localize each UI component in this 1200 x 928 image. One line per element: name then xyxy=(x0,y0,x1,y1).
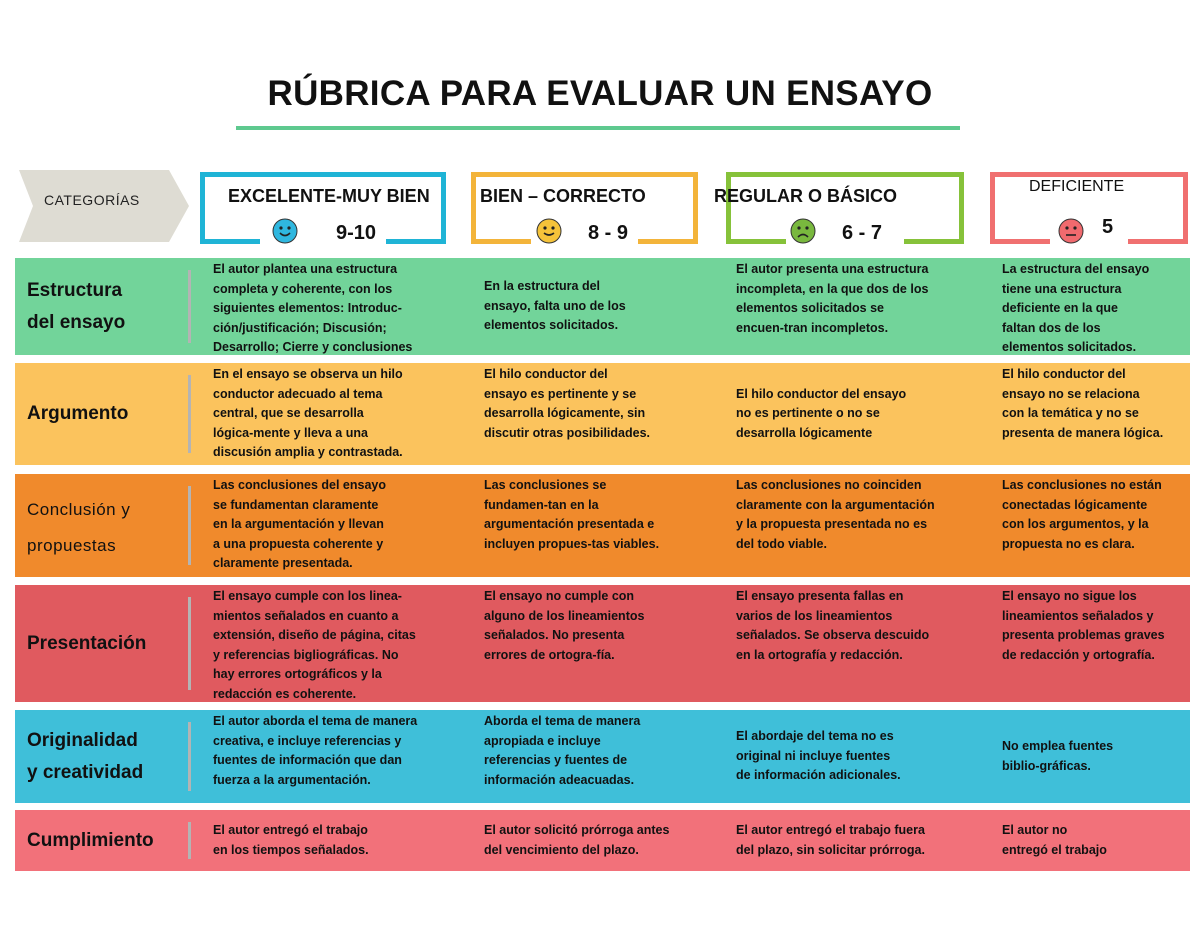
level-header-frame xyxy=(471,172,698,244)
rubric-cell-line: presenta problemas graves xyxy=(1002,628,1165,642)
level-title: REGULAR O BÁSICO xyxy=(714,186,898,206)
rubric-cell xyxy=(213,821,369,860)
rubric-cell-line: desarrolla lógicamente xyxy=(736,425,873,440)
level-score: 6 - 7 xyxy=(842,222,883,244)
rubric-cell-line: redacción es coherente. xyxy=(213,686,357,701)
rubric-cell-line: Las conclusiones del ensayo xyxy=(213,478,386,492)
rubric-cell-line: tiene una estructura xyxy=(1002,281,1122,296)
rubric-cell-line: original ni incluye fuentes xyxy=(736,748,891,763)
rubric-cell-line: presenta de manera lógica. xyxy=(1002,425,1164,440)
rubric-cell xyxy=(213,712,417,790)
rubric-cell xyxy=(1002,476,1162,554)
rubric-cell-line: claramente con la argumentación xyxy=(736,497,935,512)
rubric-cell xyxy=(1002,737,1113,776)
level-header-frame-bottom xyxy=(904,239,964,244)
rubric-cell-line: y referencias bigliográficas. No xyxy=(213,647,399,662)
rubric-cell-line: no es pertinente o no se xyxy=(736,406,880,421)
row-category-line: del ensayo xyxy=(27,311,126,333)
row-category xyxy=(27,825,154,857)
rubric-cell-line: hay errores ortográficos y la xyxy=(213,667,382,681)
row-category-line: y creatividad xyxy=(27,761,144,783)
row-category-line: Argumento xyxy=(27,403,129,424)
row-category xyxy=(27,628,146,660)
rubric-cell-line: ensayo no se relaciona xyxy=(1002,386,1140,401)
rubric-cell-line: del vencimiento del plazo. xyxy=(484,842,639,857)
rubric-cell-line: Las conclusiones se xyxy=(484,478,607,492)
smile-face-icon xyxy=(536,218,562,244)
rubric-row xyxy=(15,474,1190,577)
rubric-cell-line: incluyen propues-tas viables. xyxy=(484,536,660,551)
rubric-cell-line: elementos solicitados se xyxy=(736,301,884,315)
rubric-cell-line: elementos solicitados. xyxy=(484,318,619,333)
rubric-cell-line: en los tiempos señalados. xyxy=(213,842,369,857)
level-header-frame-bottom xyxy=(386,239,446,244)
rubric-cell-line: errores de ortogra-fía. xyxy=(484,647,615,662)
rubric-cell-line: elementos solicitados. xyxy=(1002,340,1137,354)
level-score: 9-10 xyxy=(336,222,377,244)
rubric-cell-line: biblio-gráficas. xyxy=(1002,758,1091,773)
rubric-cell-line: claramente presentada. xyxy=(213,556,353,570)
rubric-cell-line: El hilo conductor del ensayo xyxy=(736,386,907,401)
happy-face-icon xyxy=(272,218,298,244)
rubric-cell xyxy=(1002,260,1149,358)
row-separator xyxy=(188,486,191,565)
rubric-cell-line: señalados. No presenta xyxy=(484,628,625,642)
rubric-cell xyxy=(484,476,659,554)
row-separator xyxy=(188,597,191,690)
row-separator xyxy=(188,270,191,343)
rubric-cell-line: fuentes de información que dan xyxy=(213,753,402,767)
level-header-frame-bottom xyxy=(471,239,531,244)
row-category xyxy=(27,275,125,339)
row-separator xyxy=(188,375,191,453)
rubric-row xyxy=(15,585,1190,702)
rubric-cell xyxy=(213,476,386,574)
rubric-cell-line: se fundamentan claramente xyxy=(213,497,379,512)
rubric-cell-line: propuesta no es clara. xyxy=(1002,536,1135,551)
level-header-frame-bottom xyxy=(200,239,260,244)
rubric-cell-line: argumentación presentada e xyxy=(484,517,655,531)
title-underline xyxy=(236,126,960,130)
rubric-cell-line: El hilo conductor del xyxy=(1002,367,1126,381)
rubric-cell xyxy=(736,260,928,338)
level-title: BIEN – CORRECTO xyxy=(480,186,646,206)
level-score: 8 - 9 xyxy=(588,222,629,244)
rubric-cell-line: El hilo conductor del xyxy=(484,367,608,381)
rubric-cell xyxy=(213,260,412,358)
rubric-cell-line: El autor solicitó prórroga antes xyxy=(484,823,670,837)
rubric-cell xyxy=(1002,821,1107,860)
rubric-cell-line: La estructura del ensayo xyxy=(1002,262,1150,276)
rubric-cell xyxy=(1002,365,1163,443)
rubric-cell-line: El autor presenta una estructura xyxy=(736,262,929,276)
rubric-cell-line: ción/justificación; Discusión; xyxy=(213,320,387,335)
rubric-cell-line: El ensayo no sigue los xyxy=(1002,589,1137,603)
rubric-cell-line: extensión, diseño de página, citas xyxy=(213,628,416,642)
rubric-cell xyxy=(1002,587,1165,665)
rubric-cell-line: siguientes elementos: Introduc- xyxy=(213,301,402,315)
rubric-cell-line: señalados. Se observa descuido xyxy=(736,628,930,642)
level-header-frame-bottom xyxy=(638,239,698,244)
rubric-cell-line: central, que se desarrolla xyxy=(213,406,364,420)
rubric-cell-line: ensayo, falta uno de los xyxy=(484,298,626,313)
rubric-cell-line: El ensayo cumple con los linea- xyxy=(213,589,402,603)
rubric-cell-line: deficiente en la que xyxy=(1002,301,1119,315)
level-header-frame-bottom xyxy=(990,239,1050,244)
rubric-cell xyxy=(736,727,901,786)
categories-label: CATEGORÍAS xyxy=(44,192,140,208)
rubric-cell-line: mientos señalados en cuanto a xyxy=(213,608,399,623)
rubric-cell xyxy=(213,587,416,704)
rubric-cell-line: En el ensayo se observa un hilo xyxy=(213,367,403,381)
rubric-cell-line: en la argumentación y llevan xyxy=(213,517,384,531)
rubric-cell xyxy=(484,712,640,790)
row-category xyxy=(27,398,128,430)
rubric-cell-line: No emplea fuentes xyxy=(1002,739,1114,753)
rubric-cell-line: fundamen-tan en la xyxy=(484,497,599,512)
rubric-cell-line: del todo viable. xyxy=(736,536,827,551)
rubric-cell-line: desarrolla lógicamente, sin xyxy=(484,406,646,420)
rubric-cell-line: El abordaje del tema no es xyxy=(736,729,894,744)
rubric-cell-line: lógica-mente y lleva a una xyxy=(213,425,368,440)
rubric-cell-line: El autor entregó el trabajo fuera xyxy=(736,823,925,837)
row-category-line: propuestas xyxy=(27,536,117,555)
level-header-frame-bottom xyxy=(726,239,786,244)
rubric-cell-line: varios de los lineamientos xyxy=(736,608,893,623)
row-category xyxy=(27,725,143,789)
rubric-cell-line: y la propuesta presentada no es xyxy=(736,517,928,531)
rubric-row xyxy=(15,258,1190,355)
rubric-cell-line: de redacción y ortografía. xyxy=(1002,647,1155,662)
row-category-line: Originalidad xyxy=(27,729,138,751)
rubric-cell xyxy=(213,365,403,463)
rubric-row xyxy=(15,710,1190,803)
rubric-cell-line: alguno de los lineamientos xyxy=(484,608,645,623)
rubric-cell-line: con la temática y no se xyxy=(1002,406,1139,420)
rubric-cell-line: Las conclusiones no coinciden xyxy=(736,478,922,492)
rubric-cell-line: completa y coherente, con los xyxy=(213,281,393,296)
rubric-cell-line: El ensayo no cumple con xyxy=(484,589,635,603)
rubric-cell-line: El autor entregó el trabajo xyxy=(213,823,368,837)
rubric-cell-line: de información adicionales. xyxy=(736,768,901,783)
rubric-cell-line: con los argumentos, y la xyxy=(1002,517,1149,531)
rubric-cell-line: entregó el trabajo xyxy=(1002,842,1107,857)
rubric-cell-line: conductor adecuado al tema xyxy=(213,386,383,401)
page-title: RÚBRICA PARA EVALUAR UN ENSAYO xyxy=(267,74,933,113)
row-category-line: Cumplimiento xyxy=(27,829,154,851)
rubric-cell-line: Las conclusiones no están xyxy=(1002,478,1162,492)
neutral-face-icon xyxy=(1058,218,1084,244)
rubric-cell-line: en la ortografía y redacción. xyxy=(736,647,903,662)
rubric-cell-line: creativa, e incluye referencias y xyxy=(213,733,402,748)
row-category-line: Presentación xyxy=(27,632,147,654)
rubric-cell-line: El autor plantea una estructura xyxy=(213,262,398,276)
rubric-cell-line: discutir otras posibilidades. xyxy=(484,425,651,440)
rubric-cell-line: encuen-tran incompletos. xyxy=(736,320,889,335)
row-category-line: Estructura xyxy=(27,279,123,301)
row-category-line: Conclusión y xyxy=(27,500,131,519)
level-score: 5 xyxy=(1102,216,1114,238)
rubric-cell xyxy=(484,277,626,336)
rubric-cell-line: El autor no xyxy=(1002,823,1068,837)
rubric-cell-line: fuerza a la argumentación. xyxy=(213,772,371,787)
rubric-cell-line: ensayo es pertinente y se xyxy=(484,386,637,401)
rubric-cell-line: Desarrollo; Cierre y conclusiones xyxy=(213,340,413,354)
row-category xyxy=(27,492,130,564)
level-header-frame xyxy=(200,172,446,244)
rubric-cell xyxy=(484,365,650,443)
rubric-cell-line: faltan dos de los xyxy=(1002,320,1101,335)
rubric-cell xyxy=(736,821,925,860)
rubric-cell-line: En la estructura del xyxy=(484,279,601,294)
rubric-row xyxy=(15,363,1190,465)
rubric-cell-line: El autor aborda el tema de manera xyxy=(213,714,418,728)
rubric-cell-line: apropiada e incluye xyxy=(484,733,601,748)
rubric-cell-line: conectadas lógicamente xyxy=(1002,497,1148,512)
rubric-cell-line: Aborda el tema de manera xyxy=(484,714,641,728)
level-title: DEFICIENTE xyxy=(1029,178,1125,195)
rubric-cell xyxy=(484,821,669,860)
rubric-cell xyxy=(736,587,929,665)
rubric-cell-line: a una propuesta coherente y xyxy=(213,536,384,551)
level-title: EXCELENTE-MUY BIEN xyxy=(228,186,430,206)
rubric-cell-line: información adeacuadas. xyxy=(484,772,635,787)
rubric-cell-line: referencias y fuentes de xyxy=(484,753,628,767)
level-header-frame-bottom xyxy=(1128,239,1188,244)
rubric-cell-line: El ensayo presenta fallas en xyxy=(736,589,904,603)
rubric-cell xyxy=(484,587,644,665)
rubric-cell-line: del plazo, sin solicitar prórroga. xyxy=(736,842,925,857)
rubric-row xyxy=(15,810,1190,871)
rubric-cell xyxy=(736,385,906,444)
row-separator xyxy=(188,722,191,791)
row-separator xyxy=(188,822,191,859)
sad-face-icon xyxy=(790,218,816,244)
rubric-cell xyxy=(736,476,935,554)
rubric-cell-line: lineamientos señalados y xyxy=(1002,608,1154,623)
rubric-cell-line: discusión amplia y contrastada. xyxy=(213,445,403,459)
rubric-cell-line: incompleta, en la que dos de los xyxy=(736,281,929,296)
